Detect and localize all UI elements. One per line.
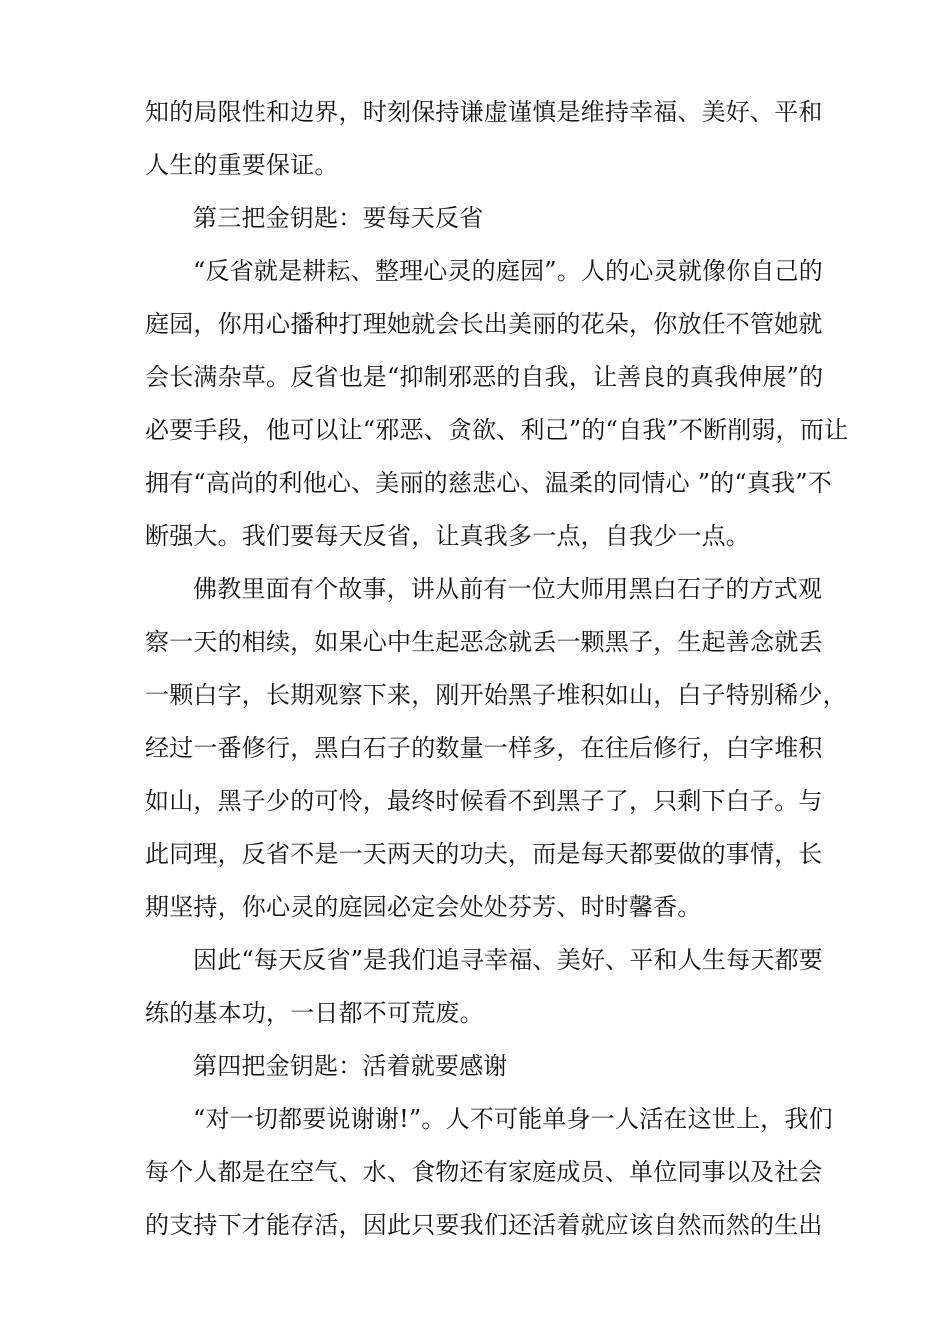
- text-line: 的支持下才能存活，因此只要我们还活着就应该自然而然的生出: [145, 1211, 823, 1239]
- text-line: “对一切都要说谢谢!”。人不可能单身一人活在这世上，我们: [193, 1105, 833, 1133]
- text-line: 如山，黑子少的可怜，最终时候看不到黑子了，只剩下白子。与: [145, 787, 823, 815]
- text-line: “反省就是耕耘、整理心灵的庭园”。人的心灵就像你自己的: [193, 257, 823, 285]
- text-line: 庭园，你用心播种打理她就会长出美丽的花朵，你放任不管她就: [145, 310, 823, 338]
- text-line: 断强大。我们要每天反省，让真我多一点，自我少一点。: [145, 522, 750, 550]
- text-line: 会长满杂草。反省也是“抑制邪恶的自我，让善良的真我伸展”的: [145, 363, 824, 391]
- text-line: 期坚持，你心灵的庭园必定会处处芬芳、时时馨香。: [145, 893, 702, 921]
- text-line: 因此“每天反省”是我们追寻幸福、美好、平和人生每天都要: [193, 946, 823, 974]
- text-line: 拥有“高尚的利他心、美丽的慈悲心、温柔的同情心 ”的“真我”不: [145, 469, 832, 497]
- text-line: 此同理，反省不是一天两天的功夫，而是每天都要做的事情，长: [145, 840, 823, 868]
- section-heading-key-3: 第三把金钥匙：要每天反省: [193, 204, 484, 232]
- text-line: 每个人都是在空气、水、食物还有家庭成员、单位同事以及社会: [145, 1158, 823, 1186]
- text-line: 经过一番修行，黑白石子的数量一样多，在往后修行，白字堆积: [145, 734, 823, 762]
- document-body: [145, 86, 849, 1252]
- text-line: 练的基本功，一日都不可荒废。: [145, 999, 484, 1027]
- text-line: 察一天的相续，如果心中生起恶念就丢一颗黑子，生起善念就丢: [145, 628, 823, 656]
- text-line: 佛教里面有个故事，讲从前有一位大师用黑白石子的方式观: [193, 575, 823, 603]
- text-line: 一颗白字，长期观察下来，刚开始黑子堆积如山，白子特别稀少，: [145, 681, 847, 709]
- text-line: 必要手段，他可以让“邪恶、贪欲、利己”的“自我”不断削弱，而让: [145, 416, 849, 444]
- text-line: 人生的重要保证。: [145, 151, 339, 179]
- text-line: 知的局限性和边界，时刻保持谦虚谨慎是维持幸福、美好、平和: [145, 98, 823, 126]
- section-heading-key-4: 第四把金钥匙：活着就要感谢: [193, 1052, 508, 1080]
